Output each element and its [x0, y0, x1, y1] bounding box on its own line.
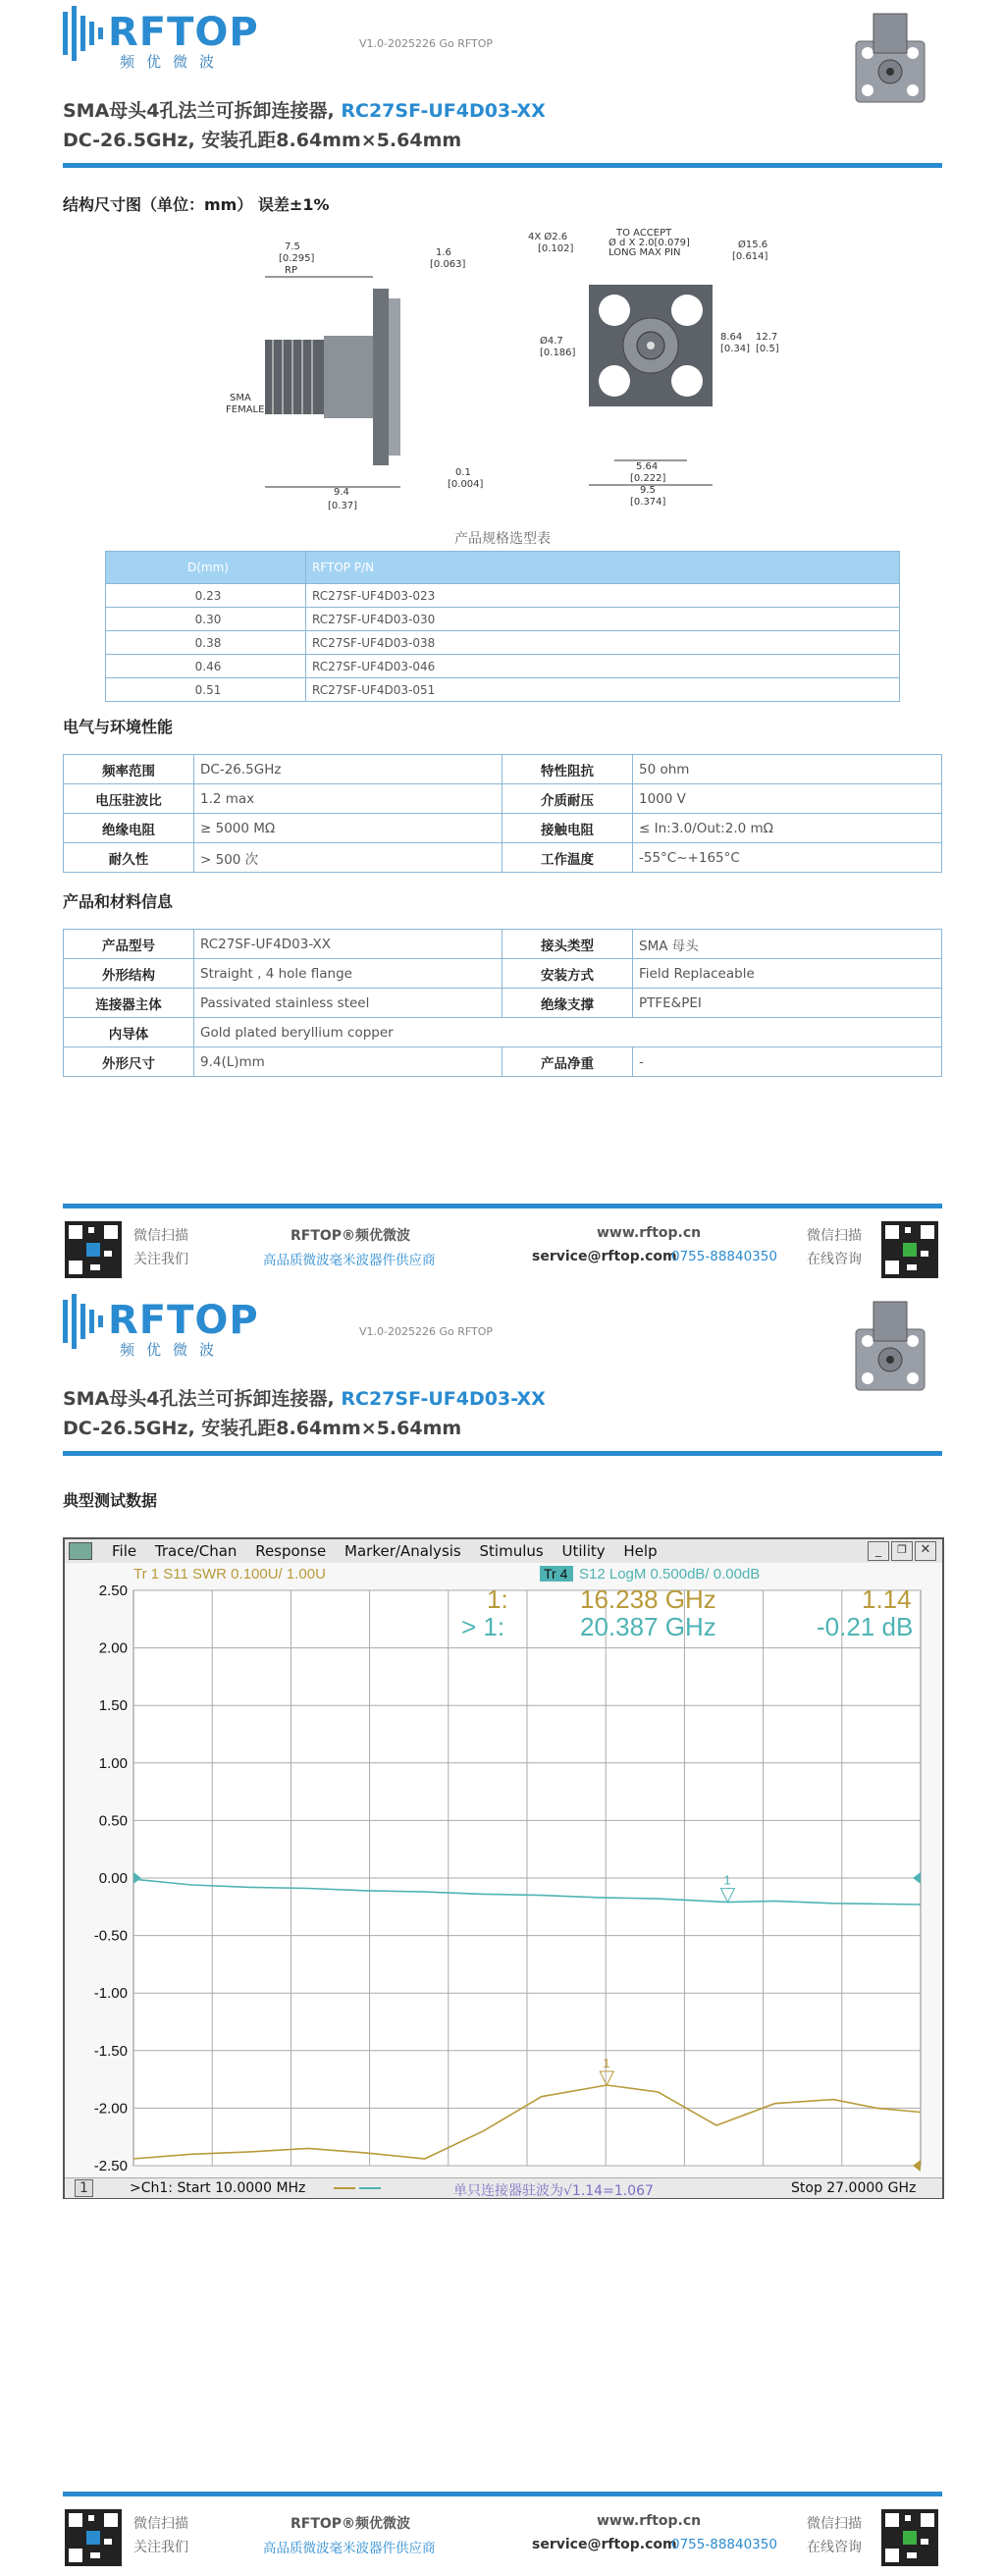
footer-slogan: 高品质微波毫米波器件供应商 [263, 2541, 436, 2556]
title-part-number: RC27SF-UF4D03-XX [341, 1388, 546, 1410]
cell-d: 0.51 [106, 678, 306, 702]
tr4-label: Tr 4 [544, 1566, 568, 1582]
selection-table [105, 551, 900, 702]
qr-code-icon [65, 1221, 122, 1278]
y-tick-label: -0.50 [93, 1927, 128, 1945]
cell-pn: RC27SF-UF4D03-051 [306, 678, 900, 702]
selection-header-d: D(mm) [106, 552, 306, 584]
spec-key: 绝缘电阻 [64, 814, 194, 843]
menu-items [112, 1542, 658, 1560]
vna-plot [65, 1563, 942, 2177]
cell-pn: RC27SF-UF4D03-046 [306, 655, 900, 678]
spec-key: 耐久性 [64, 843, 194, 873]
footer-phone: 0755-88840350 [671, 1249, 777, 1264]
table-row [106, 584, 900, 608]
product-title [63, 96, 546, 123]
spec-key: 外形结构 [64, 959, 194, 989]
front-accept-2: Ø d X 2.0[0.079] [608, 238, 690, 248]
sma-label-2: FEMALE [226, 404, 265, 415]
front-view-drawing [520, 222, 805, 516]
minimize-icon[interactable]: _ [868, 1541, 889, 1561]
front-v127-in: [0.5] [756, 344, 779, 354]
swr-note: 单只连接器驻波为√1.14=1.067 [453, 2183, 654, 2199]
marker2-label: > 1: [461, 1612, 505, 1641]
selection-header-pn: RFTOP P/N [306, 552, 900, 584]
side-dim-gap-in: [0.004] [448, 479, 484, 490]
connector-photo-icon [834, 12, 944, 110]
title-prefix: SMA母头4孔法兰可拆卸连接器, [63, 100, 335, 122]
consult-qr-code-icon [881, 2509, 938, 2566]
logo-subtext: 频优微波 [120, 53, 227, 71]
front-holes-dim-in: [0.102] [538, 243, 574, 254]
menu-marker-analysis[interactable]: Marker/Analysis [344, 1542, 461, 1560]
vna-status-bar [65, 2177, 942, 2198]
electrical-table [63, 754, 942, 873]
spec-key: 产品净重 [502, 1047, 633, 1077]
menu-trace-chan[interactable]: Trace/Chan [154, 1542, 238, 1560]
table-row [106, 608, 900, 631]
spec-key: 内导体 [64, 1018, 194, 1047]
side-dim-top: 7.5 [285, 242, 300, 252]
connector-photo-icon [834, 1300, 944, 1398]
table-row [106, 631, 900, 655]
cell-pn: RC27SF-UF4D03-038 [306, 631, 900, 655]
spec-value: Gold plated beryllium copper [194, 1018, 942, 1047]
table-row [106, 678, 900, 702]
spec-key: 电压驻波比 [64, 784, 194, 814]
side-rp-label: RP [285, 265, 297, 276]
table-row [64, 959, 942, 989]
spec-value: 1000 V [633, 784, 942, 814]
side-dim-flange-in: [0.063] [430, 259, 466, 270]
footer-wechat-scan: 微信扫描 [133, 1228, 188, 1244]
spec-key: 频率范围 [64, 755, 194, 784]
plot-grid [133, 1590, 921, 2166]
table-row [64, 1047, 942, 1077]
rftop-logo [61, 1288, 277, 1359]
logo-subtext: 频优微波 [120, 1341, 227, 1359]
y-tick-label: 1.50 [98, 1697, 128, 1715]
selection-caption: 产品规格选型表 [454, 531, 551, 547]
cell-d: 0.46 [106, 655, 306, 678]
table-row [64, 814, 942, 843]
footer-email[interactable]: service@rftop.com [532, 1249, 677, 1264]
page-2 [0, 1288, 1005, 2576]
marker1-value: 1.14 [862, 1584, 912, 1614]
y-tick-label: -1.00 [93, 1985, 128, 2003]
test-section-title: 典型测试数据 [63, 1491, 158, 1510]
spec-value: PTFE&PEI [633, 989, 942, 1018]
front-v127: 12.7 [756, 332, 778, 343]
spec-value: -55°C~+165°C [633, 843, 942, 873]
front-h95-in: [0.374] [630, 497, 666, 508]
product-title [63, 1384, 546, 1411]
table-row [64, 930, 942, 959]
cell-d: 0.23 [106, 584, 306, 608]
tr1-label: Tr 1 S11 SWR 0.100U/ 1.00U [133, 1566, 326, 1583]
spec-value: - [633, 1047, 942, 1077]
menu-file[interactable]: File [112, 1542, 137, 1560]
y-tick-label: 1.00 [98, 1754, 128, 1772]
close-icon[interactable]: ✕ [915, 1541, 936, 1561]
header-divider [63, 1451, 942, 1456]
footer-wechat-scan: 微信扫描 [133, 2516, 188, 2532]
material-section-title: 产品和材料信息 [63, 892, 174, 911]
start-frequency: >Ch1: Start 10.0000 MHz [130, 2180, 306, 2196]
consult-qr-code-icon [881, 1221, 938, 1278]
y-tick-label: 0.00 [98, 1870, 128, 1887]
front-h95: 9.5 [640, 485, 656, 496]
swr-marker-number: 1 [603, 2055, 610, 2070]
table-row [64, 843, 942, 873]
logo-mark-icon [61, 4, 106, 67]
channel-number: 1 [75, 2179, 93, 2197]
footer-follow: 关注我们 [133, 1252, 188, 1267]
selection-header-row [106, 552, 900, 584]
footer-slogan: 高品质微波毫米波器件供应商 [263, 1253, 436, 1268]
product-subtitle: DC-26.5GHz, 安装孔距8.64mm×5.64mm [63, 1418, 462, 1439]
title-part-number: RC27SF-UF4D03-XX [341, 100, 546, 122]
spec-value: ≤ In:3.0/Out:2.0 mΩ [633, 814, 942, 843]
footer-email[interactable]: service@rftop.com [532, 2537, 677, 2552]
logo-text: RFTOP [108, 10, 259, 55]
spec-key: 接头类型 [502, 930, 633, 959]
spec-value: 50 ohm [633, 755, 942, 784]
footer-phone: 0755-88840350 [671, 2537, 777, 2552]
marker2-value: -0.21 dB [817, 1612, 914, 1641]
spec-key: 接触电阻 [502, 814, 633, 843]
spec-key: 工作温度 [502, 843, 633, 873]
menu-response[interactable]: Response [255, 1542, 327, 1560]
logo-text: RFTOP [108, 1298, 259, 1343]
side-dim-length: 9.4 [334, 487, 349, 498]
y-tick-label: 2.00 [98, 1639, 128, 1657]
app-icon [69, 1542, 92, 1560]
footer-consult: 在线咨询 [807, 2540, 862, 2555]
footer-brand: RFTOP®频优微波 [291, 1228, 411, 1244]
front-accept-3: LONG MAX PIN [608, 247, 681, 258]
footer-consult: 在线咨询 [807, 1252, 862, 1267]
front-holes-dim: 4X Ø2.6 [528, 232, 568, 242]
front-h564: 5.64 [636, 461, 659, 472]
version-label: V1.0-2025226 Go RFTOP [359, 1325, 494, 1338]
header-divider [63, 163, 942, 168]
menu-utility[interactable]: Utility [561, 1542, 606, 1560]
footer-consult-scan: 微信扫描 [807, 1228, 862, 1244]
tr4-scale: S12 LogM 0.500dB/ 0.00dB [579, 1566, 761, 1583]
rftop-logo [61, 0, 277, 71]
menu-help[interactable]: Help [623, 1542, 658, 1560]
front-v864: 8.64 [720, 332, 743, 343]
footer-website[interactable]: www.rftop.cn [597, 1225, 702, 1241]
footer-divider [63, 1204, 942, 1208]
spec-key: 产品型号 [64, 930, 194, 959]
spec-value: > 500 次 [194, 843, 502, 873]
cell-d: 0.38 [106, 631, 306, 655]
spec-key: 介质耐压 [502, 784, 633, 814]
front-dia-in: [0.614] [732, 251, 768, 262]
y-tick-labels [94, 1583, 128, 2174]
spec-key: 外形尺寸 [64, 1047, 194, 1077]
menu-stimulus[interactable]: Stimulus [479, 1542, 544, 1560]
spec-value: DC-26.5GHz [194, 755, 502, 784]
restore-icon[interactable]: ❐ [891, 1541, 913, 1561]
front-h564-in: [0.222] [630, 473, 666, 484]
footer-divider [63, 2492, 942, 2496]
front-d47: Ø4.7 [540, 336, 563, 347]
spec-value: 9.4(L)mm [194, 1047, 502, 1077]
footer-brand: RFTOP®频优微波 [291, 2516, 411, 2532]
stop-frequency: Stop 27.0000 GHz [791, 2180, 917, 2196]
spec-value: Passivated stainless steel [194, 989, 502, 1018]
version-label: V1.0-2025226 Go RFTOP [359, 37, 494, 50]
spec-value: SMA 母头 [633, 930, 942, 959]
marker1-freq: 16.238 GHz [580, 1584, 716, 1614]
cell-d: 0.30 [106, 608, 306, 631]
y-tick-label: 2.50 [98, 1583, 128, 1599]
front-accept-1: TO ACCEPT [616, 228, 672, 239]
title-prefix: SMA母头4孔法兰可拆卸连接器, [63, 1388, 335, 1410]
cell-pn: RC27SF-UF4D03-030 [306, 608, 900, 631]
side-view-drawing [226, 230, 520, 524]
spec-value: RC27SF-UF4D03-XX [194, 930, 502, 959]
sma-label-1: SMA [230, 393, 251, 403]
spec-value: Straight , 4 hole flange [194, 959, 502, 989]
electrical-section-title: 电气与环境性能 [63, 718, 174, 736]
marker2-freq: 20.387 GHz [580, 1612, 716, 1641]
front-v864-in: [0.34] [720, 344, 751, 354]
spec-key: 连接器主体 [64, 989, 194, 1018]
swr-legend-line [334, 2187, 355, 2189]
vna-menubar [65, 1539, 942, 1564]
side-dim-top-in: [0.295] [279, 253, 315, 264]
s12-marker-number: 1 [723, 1872, 731, 1888]
spec-value: Field Replaceable [633, 959, 942, 989]
vna-window [63, 1537, 944, 2199]
spec-value: 1.2 max [194, 784, 502, 814]
spec-key: 安装方式 [502, 959, 633, 989]
material-table [63, 929, 942, 1077]
s12-legend-line [359, 2187, 381, 2189]
table-row [64, 755, 942, 784]
table-row [106, 655, 900, 678]
footer-website[interactable]: www.rftop.cn [597, 2513, 702, 2529]
table-row [64, 784, 942, 814]
footer-consult-scan: 微信扫描 [807, 2516, 862, 2532]
table-row [64, 1018, 942, 1047]
drawing-section-title: 结构尺寸图（单位：mm） 误差±1% [63, 195, 330, 214]
qr-code-icon [65, 2509, 122, 2566]
side-dim-length-in: [0.37] [328, 501, 358, 511]
y-tick-label: 0.50 [98, 1812, 128, 1830]
front-d47-in: [0.186] [540, 348, 576, 358]
footer-follow: 关注我们 [133, 2540, 188, 2555]
spec-key: 特性阻抗 [502, 755, 633, 784]
y-tick-label: -2.00 [93, 2100, 128, 2118]
side-dim-flange: 1.6 [436, 247, 451, 258]
spec-value: ≥ 5000 MΩ [194, 814, 502, 843]
cell-pn: RC27SF-UF4D03-023 [306, 584, 900, 608]
y-tick-label: -2.50 [93, 2158, 128, 2174]
logo-mark-icon [61, 1292, 106, 1355]
table-row [64, 989, 942, 1018]
front-dia: Ø15.6 [738, 240, 768, 250]
y-tick-label: -1.50 [93, 2042, 128, 2060]
side-dim-gap: 0.1 [455, 467, 471, 478]
marker1-label: 1: [487, 1584, 508, 1614]
product-subtitle: DC-26.5GHz, 安装孔距8.64mm×5.64mm [63, 130, 462, 151]
spec-key: 绝缘支撑 [502, 989, 633, 1018]
